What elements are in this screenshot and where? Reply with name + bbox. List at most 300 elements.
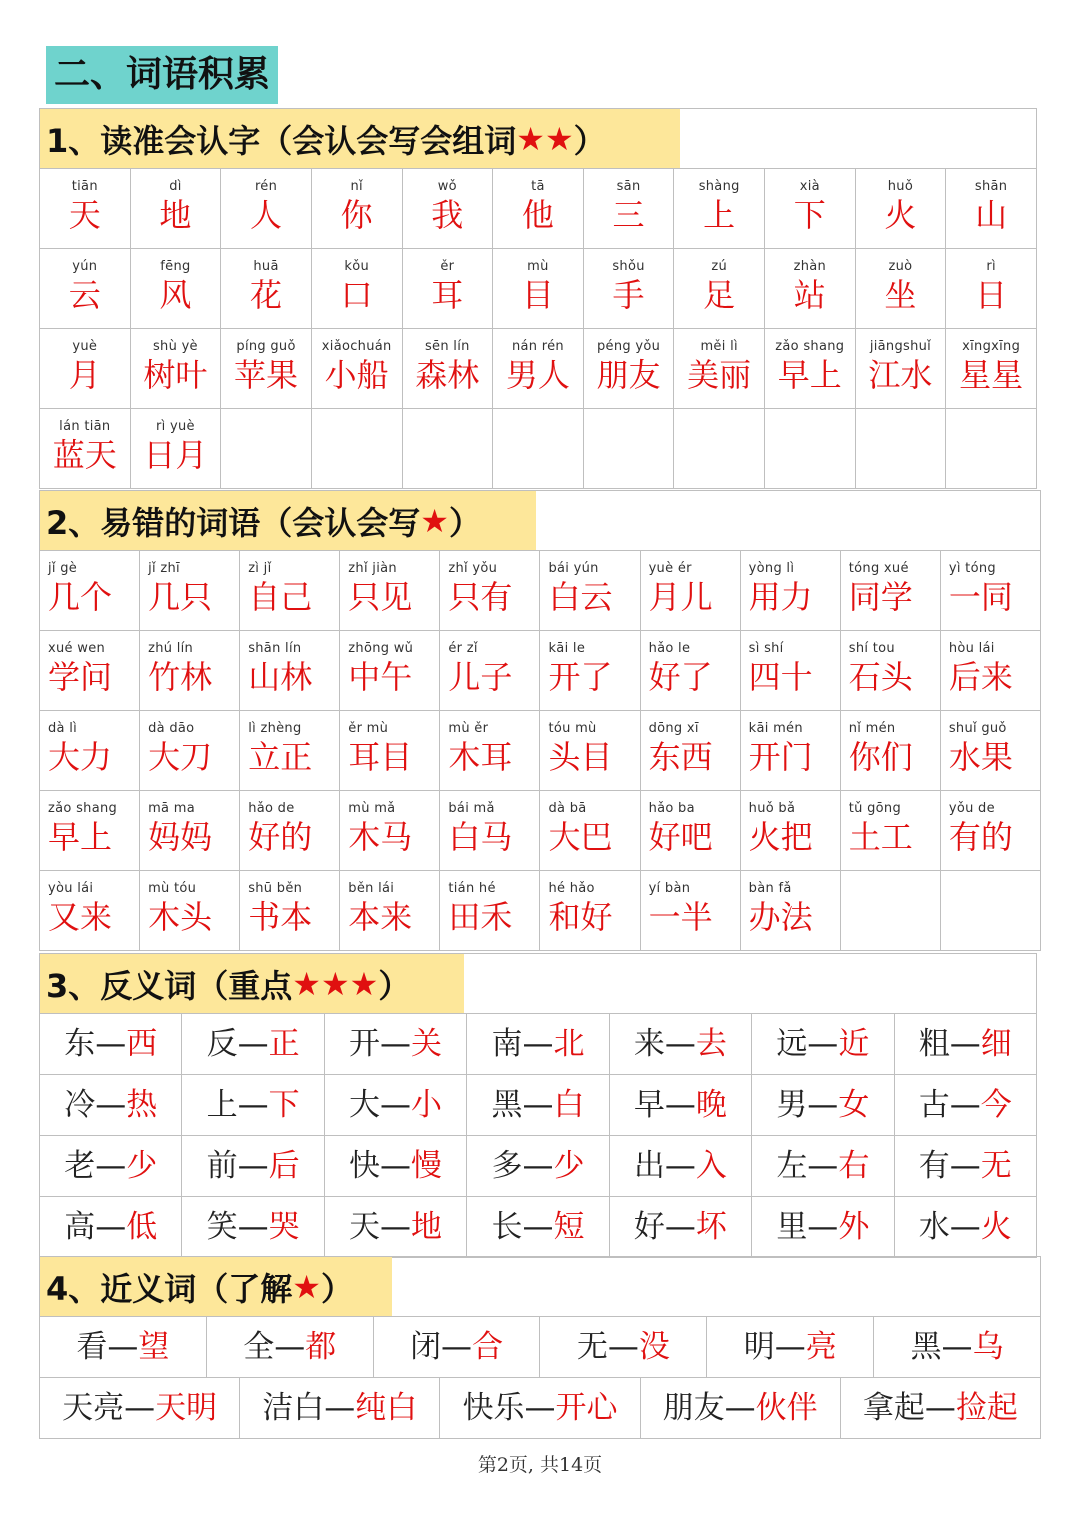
hanzi: 口: [340, 276, 373, 314]
word-cell: [740, 791, 840, 871]
hanzi: 好了: [648, 658, 713, 696]
section-2-title: 2、易错的词语（会认会写 ★ ）: [40, 491, 536, 550]
word-first: 快乐—: [462, 1390, 556, 1426]
word-second: 坏: [695, 1209, 727, 1245]
word-second: 纯白: [355, 1390, 418, 1426]
hanzi: 火: [884, 196, 917, 234]
word-first: 上—: [206, 1087, 269, 1123]
pinyin: zǎo shang: [775, 339, 845, 354]
hanzi: 一半: [648, 898, 713, 936]
hanzi: 日月: [143, 436, 208, 474]
pinyin: jǐ gè: [48, 561, 78, 576]
word-cell: [740, 631, 840, 711]
word-cell: [940, 551, 1040, 631]
word-pair-cell: [874, 1317, 1041, 1378]
hanzi: 站: [793, 276, 826, 314]
hanzi: 星星: [959, 356, 1024, 394]
pinyin: nǐ: [350, 179, 363, 194]
word-pair-cell: [324, 1136, 466, 1197]
pinyin: zì jǐ: [248, 561, 272, 576]
pinyin: tā: [531, 179, 545, 194]
word-cell: [440, 631, 540, 711]
word-pair-cell: [609, 1075, 751, 1136]
pinyin: shí tou: [848, 641, 895, 656]
hanzi: 美丽: [687, 356, 752, 394]
word-second: 少: [553, 1148, 585, 1184]
word-pair-cell: [182, 1197, 324, 1258]
word-first: 洁白—: [262, 1390, 356, 1426]
pinyin: huǒ bǎ: [748, 801, 796, 816]
word-cell: [674, 329, 765, 409]
hanzi: 本来: [348, 898, 413, 936]
word-second: 今: [980, 1087, 1012, 1123]
word-second: 西: [126, 1026, 158, 1062]
word-cell: [946, 169, 1037, 249]
pinyin: shān lín: [248, 641, 302, 656]
pinyin: shān: [974, 179, 1008, 194]
pinyin: fēng: [160, 259, 191, 274]
pinyin: dà bā: [548, 801, 587, 816]
hanzi: 土工: [848, 818, 913, 856]
table-row: [40, 1136, 1037, 1197]
word-cell: [840, 871, 940, 951]
hanzi: 儿子: [448, 658, 513, 696]
word-cell: [221, 169, 312, 249]
word-cell: [946, 249, 1037, 329]
hanzi: 同学: [848, 578, 913, 616]
pinyin: zhōng wǔ: [348, 641, 414, 656]
pinyin: hǎo ba: [648, 801, 695, 816]
pinyin: ěr mù: [348, 721, 389, 736]
word-cell: [140, 871, 240, 951]
pinyin: jǐ zhī: [148, 561, 180, 576]
word-first: 拿起—: [862, 1390, 956, 1426]
word-second: 火: [980, 1209, 1012, 1245]
star-rating: ★★: [516, 119, 574, 158]
word-pair-cell: [894, 1197, 1036, 1258]
word-cell: [40, 329, 131, 409]
pinyin: wǒ: [437, 179, 457, 194]
word-second: 细: [980, 1026, 1012, 1062]
section-1-header: [39, 108, 1037, 168]
word-cell: [640, 551, 740, 631]
word-cell: [946, 409, 1037, 489]
pinyin: yuè: [72, 339, 98, 354]
hanzi: 后来: [948, 658, 1013, 696]
section-3-title: 3、反义词（重点 ★★★ ）: [40, 954, 464, 1013]
word-cell: [311, 409, 402, 489]
word-second: 伙伴: [755, 1390, 818, 1426]
word-first: 多—: [491, 1148, 554, 1184]
word-cell: [340, 631, 440, 711]
word-pair-cell: [752, 1136, 894, 1197]
word-cell: [440, 791, 540, 871]
word-cell: [493, 329, 584, 409]
pinyin: sēn lín: [424, 339, 470, 354]
word-first: 早—: [633, 1087, 696, 1123]
star-rating: ★: [420, 501, 449, 540]
word-first: 明—: [743, 1329, 806, 1365]
word-pair-cell: [40, 1197, 182, 1258]
word-cell: [311, 249, 402, 329]
word-first: 左—: [776, 1148, 839, 1184]
section-2-header: [39, 490, 1041, 550]
hanzi: 天: [68, 196, 101, 234]
hanzi: 开了: [548, 658, 613, 696]
pinyin: yún: [72, 259, 98, 274]
hanzi: 学问: [48, 658, 113, 696]
pinyin: zú: [711, 259, 728, 274]
word-cell: [140, 711, 240, 791]
word-cell: [940, 791, 1040, 871]
word-second: 北: [553, 1026, 585, 1062]
pinyin: ěr: [440, 259, 455, 274]
hanzi: 水果: [948, 738, 1013, 776]
hanzi: 只见: [348, 578, 413, 616]
word-first: 大—: [349, 1087, 412, 1123]
hanzi: 早上: [777, 356, 842, 394]
word-pair-cell: [609, 1197, 751, 1258]
pinyin: mù tóu: [148, 881, 197, 896]
hanzi: 地: [159, 196, 192, 234]
word-second: 小: [411, 1087, 443, 1123]
section-3-table: [39, 1013, 1037, 1258]
pinyin: zhǐ jiàn: [348, 561, 397, 576]
word-pair-cell: [182, 1014, 324, 1075]
word-second: 捡起: [955, 1390, 1018, 1426]
table-row: [40, 409, 1037, 489]
word-second: 天明: [155, 1390, 218, 1426]
pinyin: xué wen: [48, 641, 106, 656]
hanzi: 好吧: [648, 818, 713, 856]
word-cell: [940, 631, 1040, 711]
hanzi: 三: [612, 196, 645, 234]
word-first: 无—: [576, 1329, 639, 1365]
hanzi: 木头: [148, 898, 213, 936]
word-second: 右: [838, 1148, 870, 1184]
word-cell: [311, 329, 402, 409]
pinyin: yuè ér: [648, 561, 692, 576]
word-cell: [40, 631, 140, 711]
word-cell: [765, 409, 856, 489]
hanzi: 白马: [448, 818, 513, 856]
word-cell: [440, 551, 540, 631]
pinyin: hé hǎo: [548, 881, 595, 896]
word-cell: [40, 409, 131, 489]
pinyin: hǎo le: [648, 641, 691, 656]
word-cell: [340, 711, 440, 791]
word-first: 朋友—: [662, 1390, 756, 1426]
word-pair-cell: [324, 1075, 466, 1136]
word-first: 黑—: [491, 1087, 554, 1123]
word-second: 都: [305, 1329, 337, 1365]
hanzi: 坐: [884, 276, 917, 314]
word-cell: [940, 871, 1040, 951]
pinyin: jiāngshuǐ: [869, 339, 932, 354]
hanzi: 开门: [748, 738, 813, 776]
hanzi: 白云: [548, 578, 613, 616]
word-second: 开心: [555, 1390, 618, 1426]
word-pair-cell: [609, 1014, 751, 1075]
hanzi: 江水: [868, 356, 933, 394]
word-first: 古—: [918, 1087, 981, 1123]
pinyin: shuǐ guǒ: [948, 721, 1007, 736]
word-cell: [493, 409, 584, 489]
word-pair-cell: [40, 1014, 182, 1075]
word-cell: [402, 249, 493, 329]
pinyin: lì zhèng: [248, 721, 302, 736]
word-cell: [855, 169, 946, 249]
word-cell: [765, 249, 856, 329]
pinyin: yǒu de: [948, 801, 995, 816]
hanzi: 几只: [148, 578, 213, 616]
word-pair-cell: [467, 1075, 609, 1136]
word-cell: [493, 169, 584, 249]
word-second: 外: [838, 1209, 870, 1245]
word-first: 看—: [76, 1329, 139, 1365]
word-second: 望: [138, 1329, 170, 1365]
word-second: 近: [838, 1026, 870, 1062]
hanzi: 大力: [48, 738, 113, 776]
pinyin: rén: [254, 179, 278, 194]
hanzi: 月: [68, 356, 101, 394]
word-cell: [221, 329, 312, 409]
word-cell: [440, 871, 540, 951]
hanzi: 朋友: [596, 356, 661, 394]
word-second: 短: [553, 1209, 585, 1245]
table-row: [40, 1378, 1041, 1439]
table-row: [40, 1075, 1037, 1136]
word-cell: [740, 711, 840, 791]
word-pair-cell: [324, 1014, 466, 1075]
hanzi: 办法: [748, 898, 813, 936]
word-pair-cell: [40, 1075, 182, 1136]
word-pair-cell: [894, 1014, 1036, 1075]
page-title: 二、词语积累: [46, 46, 278, 104]
pinyin: kǒu: [344, 259, 369, 274]
hanzi: 木马: [348, 818, 413, 856]
word-cell: [674, 249, 765, 329]
word-second: 乌: [972, 1329, 1004, 1365]
word-cell: [402, 409, 493, 489]
word-cell: [840, 551, 940, 631]
hanzi: 花: [250, 276, 283, 314]
word-cell: [840, 791, 940, 871]
pinyin: píng guǒ: [236, 339, 296, 354]
word-cell: [640, 791, 740, 871]
word-pair-cell: [40, 1378, 240, 1439]
pinyin: tián hé: [448, 881, 496, 896]
hanzi: 他: [521, 196, 554, 234]
word-cell: [540, 871, 640, 951]
table-row: [40, 791, 1041, 871]
pinyin: sì shí: [748, 641, 784, 656]
word-cell: [221, 409, 312, 489]
word-second: 慢: [411, 1148, 443, 1184]
word-second: 入: [695, 1148, 727, 1184]
pinyin: ér zǐ: [448, 641, 478, 656]
hanzi: 用力: [748, 578, 813, 616]
word-cell: [583, 329, 674, 409]
hanzi: 几个: [48, 578, 113, 616]
hanzi: 和好: [548, 898, 613, 936]
table-row: [40, 711, 1041, 791]
hanzi: 石头: [848, 658, 913, 696]
pinyin: mù mǎ: [348, 801, 396, 816]
table-row: [40, 1197, 1037, 1258]
pinyin: dà lì: [48, 721, 78, 736]
hanzi: 四十: [748, 658, 813, 696]
word-cell: [240, 711, 340, 791]
word-first: 好—: [633, 1209, 696, 1245]
word-cell: [740, 551, 840, 631]
word-pair-cell: [373, 1317, 540, 1378]
pinyin: shàng: [698, 179, 740, 194]
word-pair-cell: [752, 1075, 894, 1136]
word-first: 高—: [64, 1209, 127, 1245]
hanzi: 目: [521, 276, 554, 314]
table-row: [40, 551, 1041, 631]
pinyin: zhǐ yǒu: [448, 561, 498, 576]
word-first: 反—: [206, 1026, 269, 1062]
word-cell: [840, 711, 940, 791]
word-pair-cell: [206, 1317, 373, 1378]
section-4-header: [39, 1256, 1041, 1316]
word-cell: [855, 249, 946, 329]
hanzi: 树叶: [143, 356, 208, 394]
word-cell: [40, 711, 140, 791]
pinyin: huǒ: [887, 179, 914, 194]
section-1-table: [39, 168, 1037, 489]
word-second: 女: [838, 1087, 870, 1123]
page-footer: 第2页, 共14页: [477, 1454, 603, 1476]
word-pair-cell: [440, 1378, 640, 1439]
word-first: 冷—: [64, 1087, 127, 1123]
word-second: 后: [268, 1148, 300, 1184]
word-cell: [240, 791, 340, 871]
pinyin: hǎo de: [248, 801, 295, 816]
pinyin: bái mǎ: [448, 801, 495, 816]
hanzi: 书本: [248, 898, 313, 936]
section-4-table-single: [39, 1316, 1041, 1378]
pinyin: yì tóng: [948, 561, 996, 576]
section-4-table-double: [39, 1377, 1041, 1439]
hanzi: 山: [975, 196, 1008, 234]
hanzi: 耳目: [348, 738, 413, 776]
word-cell: [840, 631, 940, 711]
word-cell: [946, 329, 1037, 409]
hanzi: 小船: [324, 356, 389, 394]
word-cell: [674, 169, 765, 249]
word-cell: [540, 791, 640, 871]
word-first: 南—: [491, 1026, 554, 1062]
word-first: 来—: [633, 1026, 696, 1062]
hanzi: 月儿: [648, 578, 713, 616]
hanzi: 大刀: [148, 738, 213, 776]
word-cell: [130, 249, 221, 329]
hanzi: 田禾: [448, 898, 513, 936]
word-pair-cell: [752, 1197, 894, 1258]
word-first: 闭—: [410, 1329, 473, 1365]
table-row: [40, 1317, 1041, 1378]
pinyin: péng yǒu: [596, 339, 661, 354]
word-second: 关: [411, 1026, 443, 1062]
word-pair-cell: [240, 1378, 440, 1439]
word-cell: [640, 871, 740, 951]
word-cell: [740, 871, 840, 951]
table-row: [40, 249, 1037, 329]
word-cell: [765, 329, 856, 409]
pinyin: kāi mén: [748, 721, 803, 736]
pinyin: tǔ gōng: [848, 801, 902, 816]
word-cell: [540, 551, 640, 631]
hanzi: 日: [975, 276, 1008, 314]
pinyin: nán rén: [511, 339, 564, 354]
pinyin: yòng lì: [748, 561, 795, 576]
hanzi: 手: [612, 276, 645, 314]
hanzi: 火把: [748, 818, 813, 856]
word-cell: [855, 409, 946, 489]
pinyin: zhàn: [793, 259, 827, 274]
word-cell: [240, 551, 340, 631]
word-cell: [40, 249, 131, 329]
pinyin: zǎo shang: [48, 801, 118, 816]
word-cell: [583, 249, 674, 329]
pinyin: tiān: [71, 179, 98, 194]
pinyin: zhú lín: [148, 641, 194, 656]
section-2-table: [39, 550, 1041, 951]
word-cell: [130, 169, 221, 249]
pinyin: rì: [986, 259, 996, 274]
word-first: 天—: [349, 1209, 412, 1245]
word-cell: [540, 711, 640, 791]
word-first: 东—: [64, 1026, 127, 1062]
word-first: 开—: [349, 1026, 412, 1062]
word-first: 前—: [206, 1148, 269, 1184]
word-second: 无: [980, 1148, 1012, 1184]
hanzi: 你们: [848, 738, 913, 776]
hanzi: 又来: [48, 898, 113, 936]
hanzi: 人: [250, 196, 283, 234]
word-pair-cell: [752, 1014, 894, 1075]
table-row: [40, 329, 1037, 409]
word-first: 全—: [243, 1329, 306, 1365]
word-pair-cell: [40, 1317, 207, 1378]
star-rating: ★: [292, 1267, 321, 1306]
word-first: 快—: [349, 1148, 412, 1184]
pinyin: zuò: [888, 259, 913, 274]
word-first: 男—: [776, 1087, 839, 1123]
hanzi: 立正: [248, 738, 313, 776]
word-first: 天亮—: [62, 1390, 156, 1426]
word-pair-cell: [640, 1378, 840, 1439]
hanzi: 耳: [431, 276, 464, 314]
pinyin: dōng xī: [648, 721, 699, 736]
word-second: 白: [553, 1087, 585, 1123]
table-row: [40, 871, 1041, 951]
hanzi: 早上: [48, 818, 113, 856]
word-pair-cell: [40, 1136, 182, 1197]
hanzi: 木耳: [448, 738, 513, 776]
pinyin: kāi le: [548, 641, 586, 656]
word-second: 亮: [805, 1329, 837, 1365]
word-cell: [640, 711, 740, 791]
word-cell: [140, 791, 240, 871]
pinyin: yòu lái: [48, 881, 94, 896]
word-cell: [130, 409, 221, 489]
word-first: 里—: [776, 1209, 839, 1245]
word-first: 黑—: [910, 1329, 973, 1365]
